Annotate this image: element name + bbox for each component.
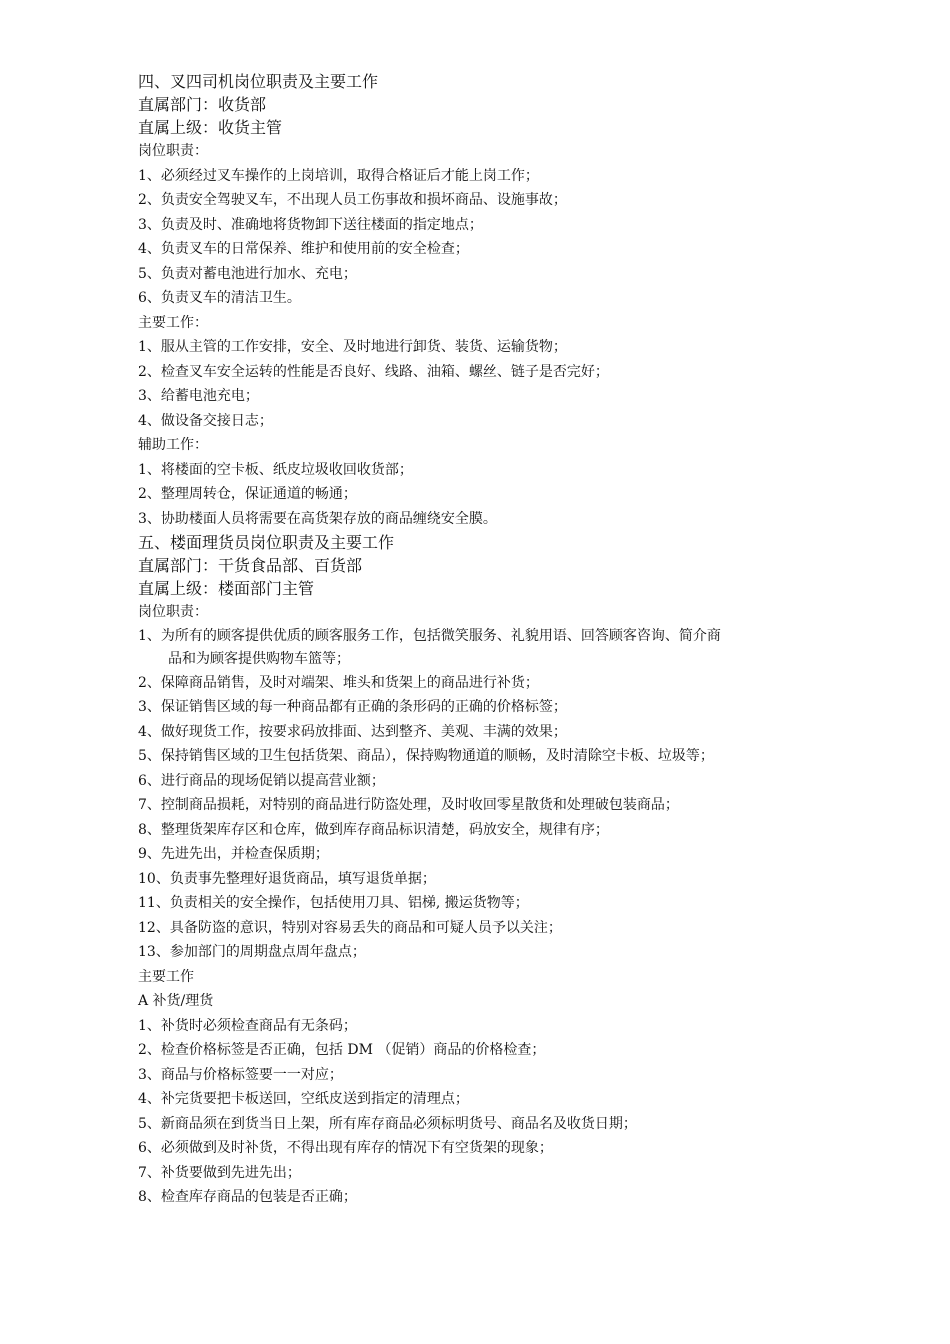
section-4-department: 直属部门：收货部 [138,95,267,114]
section-4-duty-item: 4、负责叉车的日常保养、维护和使用前的安全检查； [138,241,469,257]
section-5-duty-item: 8、整理货架库存区和仓库，做到库存商品标识清楚，码放安全，规律有序； [138,821,609,838]
section-4-aux-heading: 辅助工作： [138,437,208,453]
section-4-title: 四、叉四司机岗位职责及主要工作 [138,72,379,91]
section-5-main-item: 5、新商品须在到货当日上架，所有库存商品必须标明货号、商品名及收货日期； [138,1115,637,1132]
section-4-duty-item: 2、负责安全驾驶叉车，不出现人员工伤事故和损坏商品、设施事故； [138,192,567,208]
section-5-duty-item-1-line-2: 品和为顾客提供购物车篮等； [168,650,350,667]
section-5-duty-item: 6、进行商品的现场促销以提高营业额； [138,772,385,789]
section-5-main-item: 8、检查库存商品的包装是否正确； [138,1189,357,1205]
section-5-duty-item: 7、控制商品损耗，对特别的商品进行防盗处理，及时收回零星散货和处理破包装商品； [138,797,679,813]
section-5-duty-item: 9、先进先出，并检查保质期； [138,846,329,862]
section-4-main-item: 3、给蓄电池充电； [138,388,259,404]
section-5-main-item: 7、补货要做到先进先出； [138,1164,301,1181]
section-5-duty-item: 2、保障商品销售，及时对端架、堆头和货架上的商品进行补货； [138,674,539,691]
section-4-duty-item: 6、负责叉车的清洁卫生。 [138,290,301,306]
section-4-duties-heading: 岗位职责： [138,143,208,159]
section-5-duty-item: 12、具备防盗的意识，特别对容易丢失的商品和可疑人员予以关注； [138,919,562,936]
section-5-duty-item: 10、负责事先整理好退货商品，填写退货单据； [138,870,436,887]
section-5-duty-item: 4、做好现货工作，按要求码放排面、达到整齐、美观、丰满的效果； [138,723,567,740]
section-4-duty-item: 5、负责对蓄电池进行加水、充电； [138,265,357,282]
section-5-main-heading: 主要工作 [138,968,194,985]
section-4-aux-item: 3、协助楼面人员将需要在高货架存放的商品缠绕安全膜。 [138,510,497,527]
section-5-main-item: 4、补完货要把卡板送回，空纸皮送到指定的清理点； [138,1091,469,1107]
section-4-aux-item: 2、整理周转仓，保证通道的畅通； [138,486,357,502]
section-5-duty-item: 5、保持销售区域的卫生包括货架、商品），保持购物通道的顺畅，及时清除空卡板、垃圾等； [138,748,714,764]
section-5-duty-item: 3、保证销售区域的每一种商品都有正确的条形码的正确的价格标签； [138,699,567,715]
section-4-main-item: 2、检查叉车安全运转的性能是否良好、线路、油箱、螺丝、链子是否完好； [138,363,609,380]
section-4-main-item: 4、做设备交接日志； [138,412,273,429]
section-4-superior: 直属上级：收货主管 [138,118,283,137]
section-4-aux-item: 1、将楼面的空卡板、纸皮垃圾收回收货部； [138,461,413,478]
section-5-duty-item-1-line-1: 1、为所有的顾客提供优质的顾客服务工作，包括微笑服务、礼貌用语、回答顾客咨询、简介商 [138,627,721,644]
section-5-duties-heading: 岗位职责： [138,604,208,620]
section-5-main-item: 2、检查价格标签是否正确，包括 DM （促销）商品的价格检查； [138,1042,546,1058]
section-4-duty-item: 3、负责及时、准确地将货物卸下送往楼面的指定地点； [138,216,483,233]
section-5-department: 直属部门：干货食品部、百货部 [138,556,363,575]
section-4-main-item: 1、服从主管的工作安排，安全、及时地进行卸货、装货、运输货物； [138,339,567,355]
section-4-duty-item: 1、必须经过叉车操作的上岗培训，取得合格证后才能上岗工作； [138,167,539,184]
section-5-main-item: 1、补货时必须检查商品有无条码； [138,1017,357,1034]
section-4-main-heading: 主要工作： [138,314,208,331]
section-5-sub-heading: A 补货/理货 [138,993,214,1009]
section-5-superior: 直属上级：楼面部门主管 [138,579,315,598]
document-page [138,70,818,1210]
section-5-duty-item: 13、参加部门的周期盘点周年盘点； [138,944,366,960]
section-5-main-item: 3、商品与价格标签要一一对应； [138,1066,343,1083]
section-5-title: 五、楼面理货员岗位职责及主要工作 [138,533,395,552]
section-5-main-item: 6、必须做到及时补货，不得出现有库存的情况下有空货架的现象； [138,1140,553,1156]
section-5-duty-item: 11、负责相关的安全操作，包括使用刀具、铝梯, 搬运货物等； [138,895,529,911]
